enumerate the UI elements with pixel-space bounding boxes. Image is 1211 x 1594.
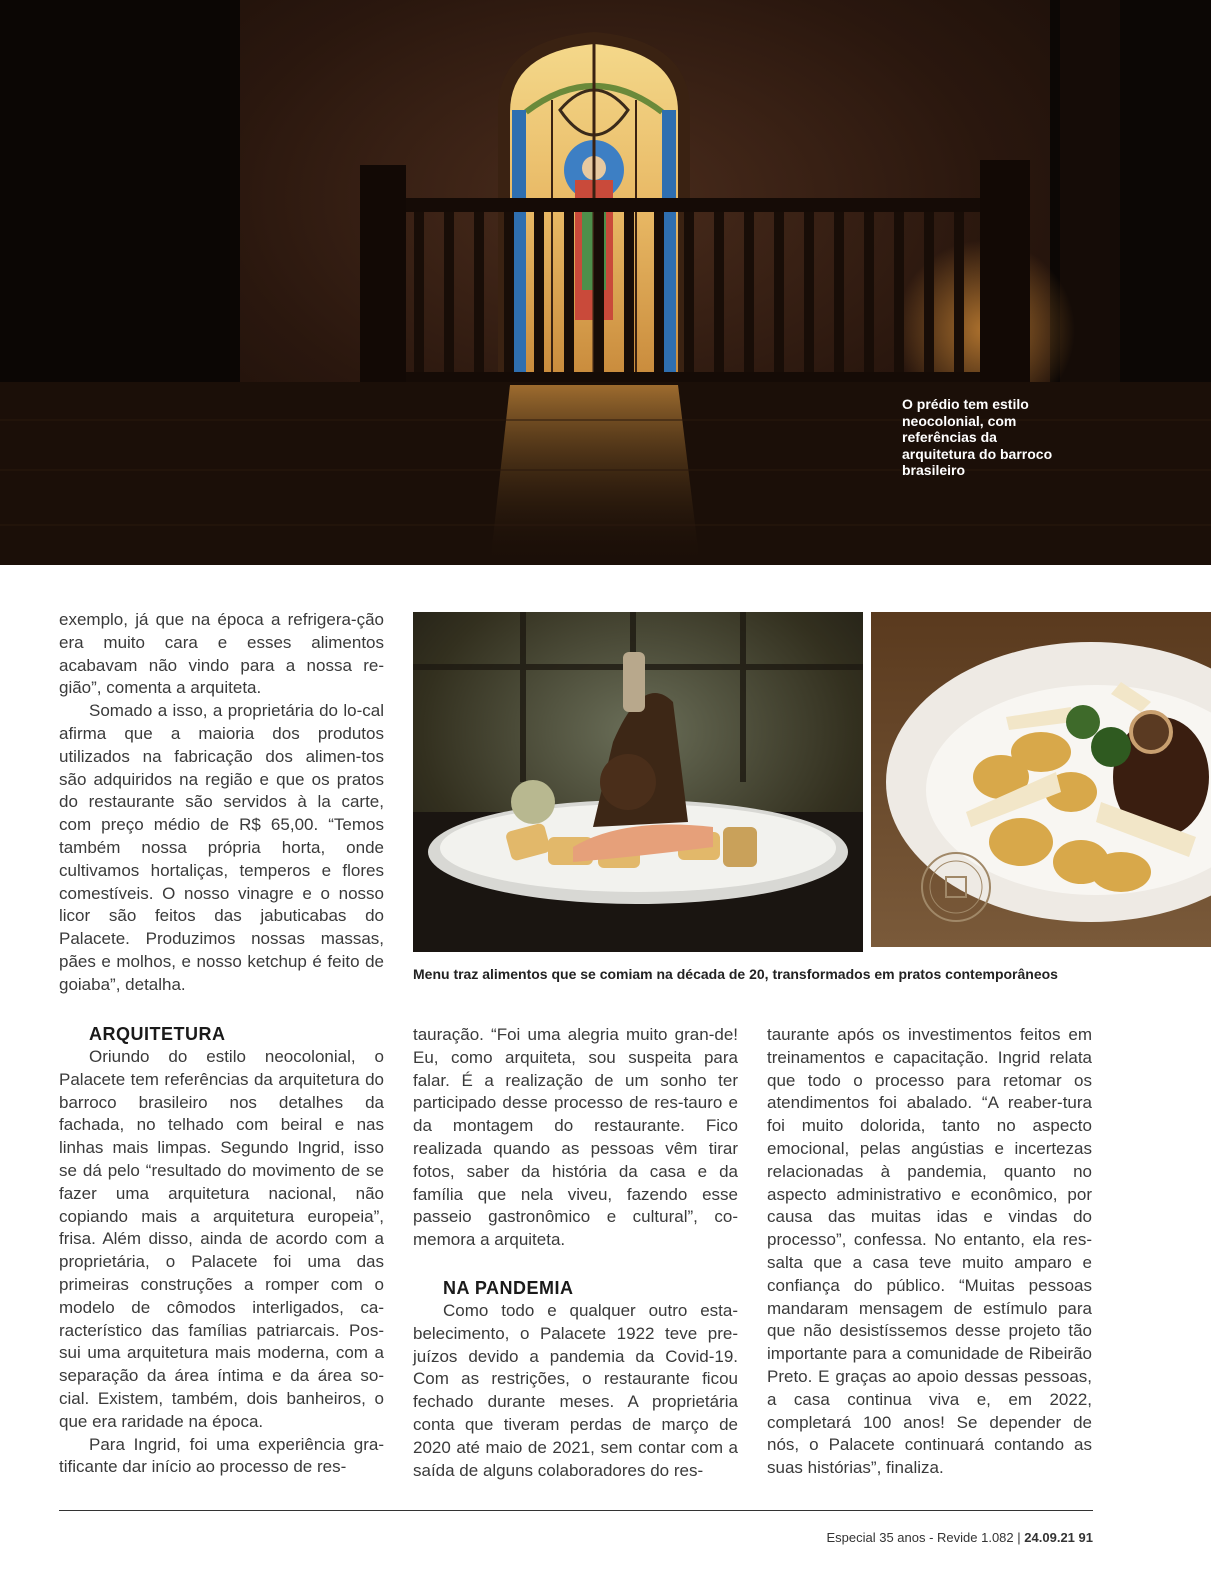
section-heading-arquitetura: ARQUITETURA [89,1024,226,1044]
food-photo-pasta [871,612,1211,947]
article-intro-column [59,609,384,997]
stained-glass-illustration [0,0,1211,565]
paragraph: exemplo, já que na época a refrigera-ção era muito cara e esses alimentos acabavam não vindo para a nossa re-gião”, comenta a arquiteta. [59,610,384,698]
footer-divider [59,1510,1093,1511]
footer-date: 24.09.21 [1024,1530,1075,1545]
article-column-3 [767,1024,1092,1480]
food-photo-lamb [413,612,863,952]
page-footer [826,1530,1093,1545]
article-column-2 [413,1024,738,1482]
section-heading-pandemia: NA PANDEMIA [443,1277,574,1298]
paragraph: Somado a isso, a proprietária do lo-cal afirma que a maioria dos produtos utilizados na fabricação dos alimen-tos são adquiridos na região e que os pratos do restaurante são servidos à la carte, com preço médio de R$ 65,00. “Temos também nossa própria horta, onde cultivamos hortaliças, temperos e flores comestíveis. O nosso vinagre e o nosso licor são feitos das jabuticabas do Palacete. Produzimos nossas massas, pães e molhos, e nosso ketchup é feito de goiaba”, detalha. [59,701,384,994]
paragraph: Oriundo do estilo neocolonial, o Palacete tem referências da arquitetura do barroco brasileiro nos detalhes da fachada, no telhado com beiral e nas linhas mais limpas. Segundo Ingrid, isso se dá pelo “resultado do movimento de se fazer uma arquitetura nacional, não copiando mais a arquitetura europeia”, frisa. Além disso, ainda de acordo com a proprietária, o Palacete foi uma das primeiras construções a romper com o modelo de cômodos interligados, ca-racterístico das famílias patriarcais. Pos-sui uma arquitetura mais moderna, com a separação da área íntima e da área so-cial. Existem, também, dois banheiros, o que era raridade na época. [59,1047,384,1431]
paragraph: Como todo e qualquer outro esta-belecimento, o Palacete 1922 teve pre-juízos devido a pandemia da Covid-19. Com as restrições, o restaurante ficou fechado durante meses. A proprietária conta que tiveram perdas de março de 2020 até maio de 2021, sem contar com a saída de alguns colaboradores do res- [413,1300,738,1480]
hero-caption: O prédio tem estilo neocolonial, com referências da arquitetura do barroco brasileiro [902,396,1053,478]
article-column-1 [59,1022,384,1479]
paragraph: Para Ingrid, foi uma experiência gra-tificante dar início ao processo de res- [59,1434,384,1477]
page-number: 91 [1078,1530,1093,1545]
hero-photo [0,0,1211,565]
footer-publication: Especial 35 anos - Revide 1.082 [826,1530,1014,1545]
footer-separator: | [1017,1530,1021,1545]
photo-caption: Menu traz alimentos que se comiam na década de 20, transformados em pratos contemporâneos [413,966,1058,982]
paragraph: taurante após os investimentos feitos em treinamentos e capacitação. Ingrid relata que todo o processo para retomar os atendimentos foi abalado. “A reaber-tura foi muito dolorida, tanto no aspecto emocional, pelas angústias e incertezas relacionadas à pandemia, quanto no aspecto administrativo e econômico, por causa das muitas idas e vindas do processo”, confessa. No entanto, ela res-salta que a casa teve muito amparo e confiança do público. “Muitas pessoas mandaram mensagem de estímulo para que não desistíssemos desse projeto tão importante para a comunidade de Ribeirão Preto. E graças ao apoio dessas pessoas, a casa continua viva e, em 2022, completará 100 anos! Se depender de nós, o Palacete continuará contando as suas histórias”, finaliza. [767,1025,1092,1478]
paragraph: tauração. “Foi uma alegria muito gran-de! Eu, como arquiteta, sou suspeita para falar. É a realização de um sonho ter participado desse processo de res-tauro e da montagem do restaurante. Fico realizada quando as pessoas vêm tirar fotos, saber da história da casa e da família que nela viveu, fazendo esse passeio gastronômico e cultural”, co-memora a arquiteta. [413,1025,738,1250]
